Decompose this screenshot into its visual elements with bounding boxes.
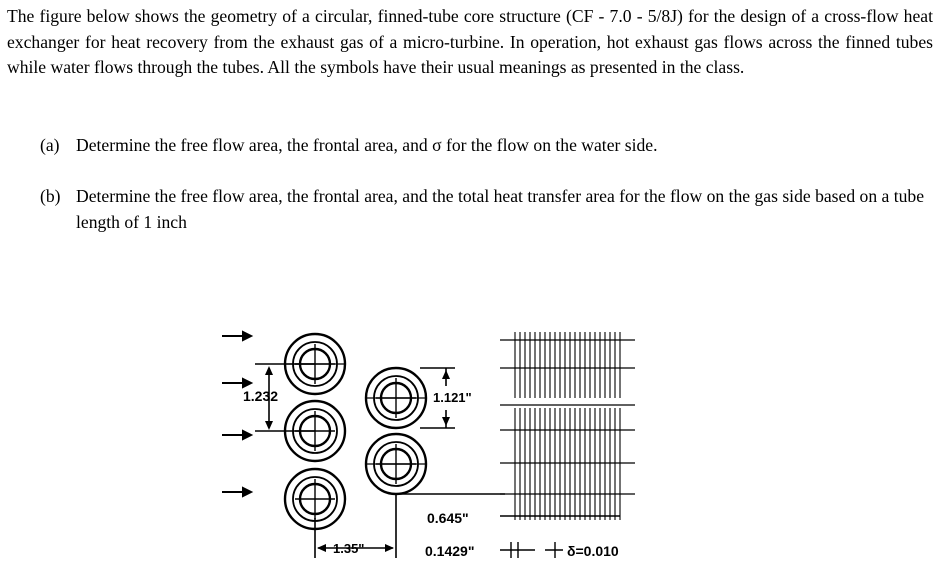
question-a-text: Determine the free flow area, the frontal area, and σ for the flow on the water side. xyxy=(76,135,658,155)
dim-fin-pitch: 0.1429" xyxy=(425,543,475,559)
question-a-label: (a) xyxy=(40,135,60,155)
finned-tube-figure xyxy=(215,318,690,576)
dim-longitudinal-pitch: 1.35" xyxy=(333,541,365,556)
dimension-arrowheads xyxy=(265,366,450,552)
dim-fin-thickness: δ=0.010 xyxy=(567,543,619,559)
gas-flow-arrows xyxy=(222,332,251,496)
dim-tube-od: 0.645" xyxy=(427,510,469,526)
dim-transverse-pitch: 1.232 xyxy=(243,388,279,404)
problem-statement: The figure below shows the geometry of a circular, finned-tube core structure (CF - 7.0 - 5/8J) for the design of a cross-flow heat exchanger for heat recovery from the exhaust gas of a micro-turbine. In operation, hot exhaust gas flows across the finned tubes while water flows through the tubes. All the symbols have their usual meanings as presented in the class. xyxy=(7,6,933,77)
question-b-text: Determine the free flow area, the frontal area, and the total heat transfer area for the flow on the gas side based on a tube length of 1 inch xyxy=(76,186,925,232)
fin-side-view xyxy=(500,332,635,558)
question-b-label: (b) xyxy=(40,186,61,206)
dim-fin-diameter: 1.121" xyxy=(433,390,472,405)
